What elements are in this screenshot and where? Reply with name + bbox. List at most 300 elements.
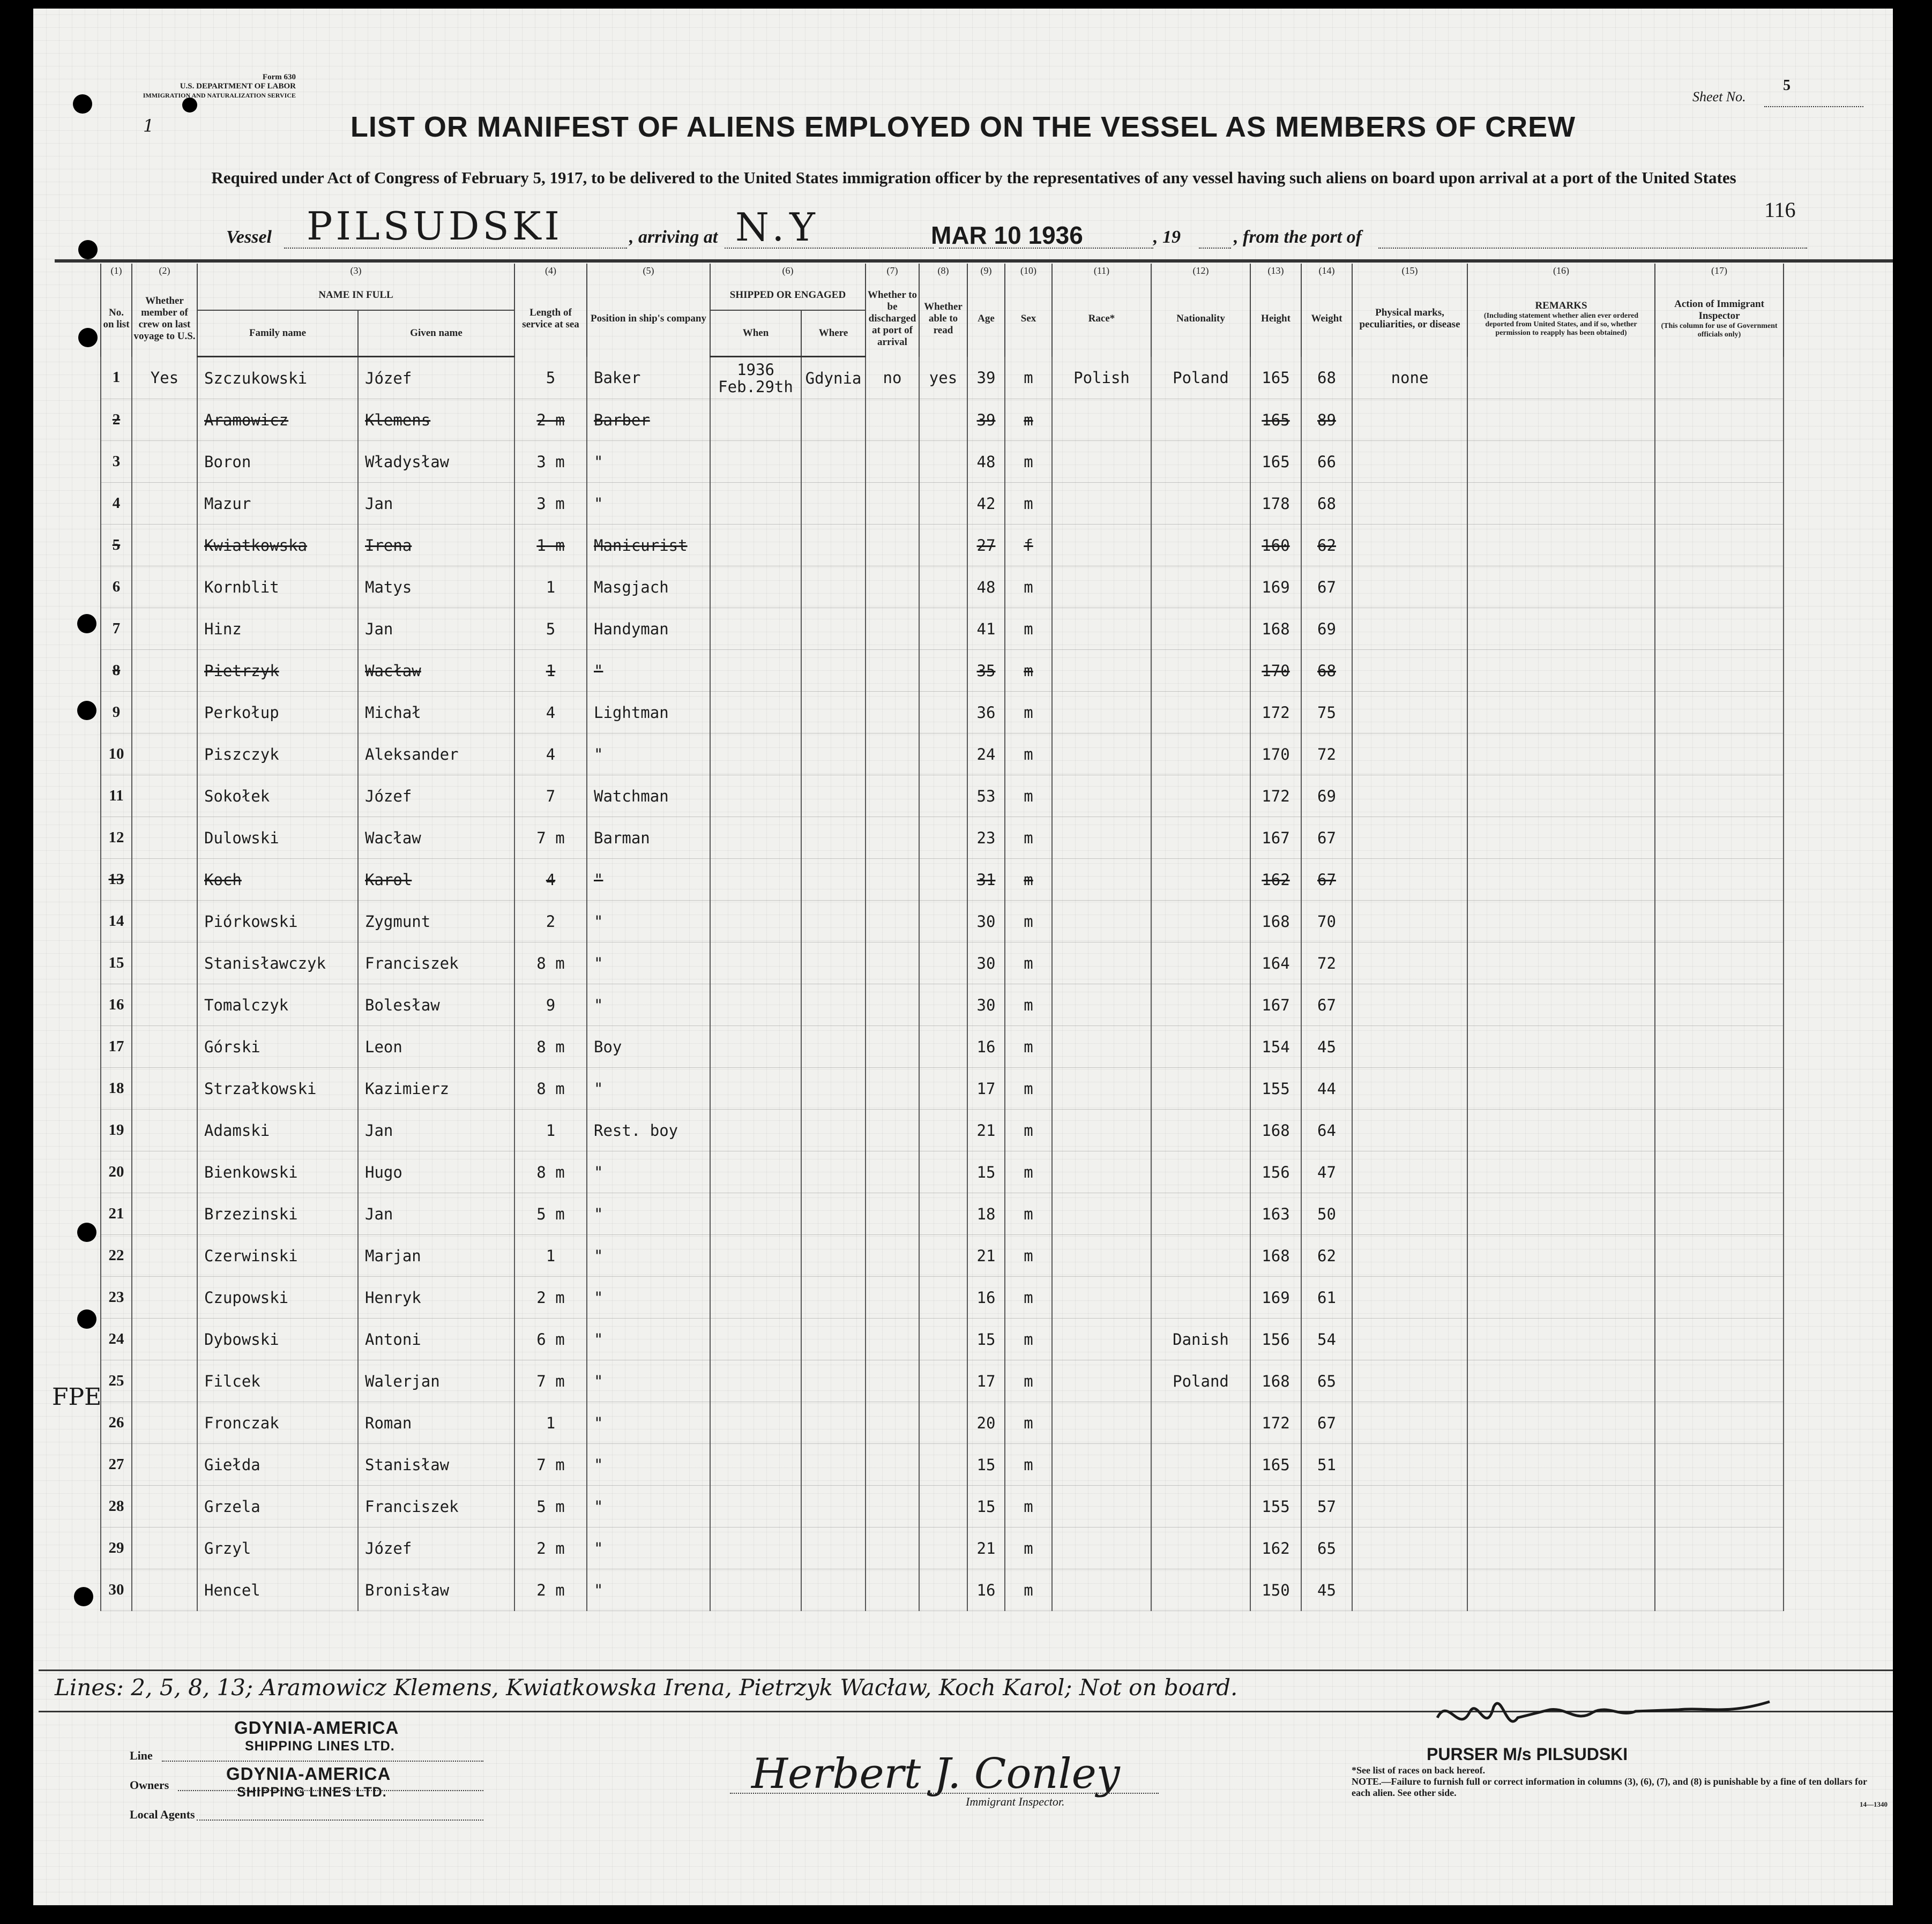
service-length-cell: 1 m [514, 525, 587, 566]
nationality-cell [1151, 1235, 1250, 1277]
discharged-cell [866, 1026, 919, 1068]
race-cell [1052, 1193, 1151, 1235]
inspector-action-cell [1655, 1486, 1784, 1528]
position-cell: " [587, 1235, 710, 1277]
weight-cell: 66 [1301, 441, 1352, 483]
sex-cell: m [1005, 1068, 1052, 1110]
sex-cell: m [1005, 1402, 1052, 1444]
height-cell: 165 [1250, 357, 1301, 399]
weight-cell: 67 [1301, 817, 1352, 859]
arriving-port: N.Y [735, 205, 820, 250]
given-name-cell: Władysław [358, 441, 514, 483]
discharged-cell [866, 1569, 919, 1611]
shipped-where-cell [801, 984, 866, 1026]
age-cell: 15 [967, 1319, 1005, 1360]
physical-marks-cell [1352, 1235, 1467, 1277]
crew-member-status-cell [132, 1110, 197, 1151]
age-cell: 31 [967, 859, 1005, 901]
position-cell: " [587, 733, 710, 775]
weight-cell: 69 [1301, 775, 1352, 817]
service-length-cell: 5 m [514, 1193, 587, 1235]
position-cell: " [587, 483, 710, 525]
position-cell: " [587, 901, 710, 942]
height-cell: 162 [1250, 1528, 1301, 1569]
service-length-cell: 8 m [514, 942, 587, 984]
remarks-cell [1467, 525, 1655, 566]
sex-cell: m [1005, 483, 1052, 525]
crew-member-status-cell [132, 692, 197, 733]
height-cell: 164 [1250, 942, 1301, 984]
inspector-action-note: (This column for use of Government officials only) [1661, 321, 1778, 339]
able-to-read-cell [919, 1110, 967, 1151]
sheet-number-label: Sheet No. [1692, 89, 1746, 104]
nationality-cell [1151, 1277, 1250, 1319]
discharged-cell [866, 1193, 919, 1235]
nationality-cell [1151, 1444, 1250, 1486]
height-cell: 155 [1250, 1068, 1301, 1110]
nationality-cell [1151, 1026, 1250, 1068]
sheet-number-value: 5 [1783, 77, 1791, 94]
from-port-label: , from the port of [1234, 227, 1362, 247]
shipped-when-cell [710, 1360, 801, 1402]
nationality-cell [1151, 1151, 1250, 1193]
nationality-cell: Poland [1151, 357, 1250, 399]
inspector-action-cell [1655, 1151, 1784, 1193]
inspector-action-cell [1655, 1360, 1784, 1402]
service-length-cell: 7 m [514, 1360, 587, 1402]
race-cell [1052, 1528, 1151, 1569]
table-row [101, 984, 1784, 1026]
position-cell: Barber [587, 399, 710, 441]
col-inspector-action [1655, 281, 1784, 357]
family-name-cell: Stanisławczyk [197, 942, 358, 984]
given-name-cell: Walerjan [358, 1360, 514, 1402]
family-name-cell: Piszczyk [197, 733, 358, 775]
age-cell: 21 [967, 1528, 1005, 1569]
page-mark: 1 [143, 116, 154, 136]
crew-member-status-cell [132, 775, 197, 817]
nationality-cell [1151, 1193, 1250, 1235]
discharged-cell [866, 775, 919, 817]
sex-cell: m [1005, 1486, 1052, 1528]
remarks-cell [1467, 1193, 1655, 1235]
weight-cell: 68 [1301, 357, 1352, 399]
position-cell: " [587, 942, 710, 984]
physical-marks-cell [1352, 1486, 1467, 1528]
able-to-read-cell [919, 1068, 967, 1110]
nationality-cell: Poland [1151, 1360, 1250, 1402]
col-weight: Weight [1301, 281, 1352, 357]
position-cell: " [587, 1360, 710, 1402]
position-cell: Watchman [587, 775, 710, 817]
sheet-number-line [1764, 106, 1863, 107]
inspector-action-cell [1655, 1277, 1784, 1319]
header-rule [55, 259, 1893, 263]
race-cell [1052, 525, 1151, 566]
col-num-5: (5) [587, 264, 710, 281]
inspector-action-cell [1655, 692, 1784, 733]
shipped-when-cell [710, 1110, 801, 1151]
race-cell [1052, 441, 1151, 483]
family-name-cell: Strzałkowski [197, 1068, 358, 1110]
col-num-1: (1) [101, 264, 132, 281]
col-num-2: (2) [132, 264, 197, 281]
footnotes [1352, 1765, 1888, 1810]
row-number-cell: 23 [101, 1277, 132, 1319]
col-num-8: (8) [919, 264, 967, 281]
discharged-cell [866, 901, 919, 942]
discharged-cell [866, 1360, 919, 1402]
col-when: When [710, 310, 801, 357]
discharged-cell [866, 1110, 919, 1151]
col-num-6: (6) [710, 264, 866, 281]
nationality-cell [1151, 733, 1250, 775]
shipped-where-cell [801, 1402, 866, 1444]
family-name-cell: Fronczak [197, 1402, 358, 1444]
race-cell [1052, 817, 1151, 859]
given-name-cell: Wacław [358, 650, 514, 692]
shipped-when-cell [710, 1068, 801, 1110]
age-cell: 18 [967, 1193, 1005, 1235]
race-cell [1052, 1444, 1151, 1486]
inspector-action-cell [1655, 733, 1784, 775]
col-num-13: (13) [1250, 264, 1301, 281]
discharged-cell [866, 650, 919, 692]
table-row [101, 1444, 1784, 1486]
race-cell [1052, 901, 1151, 942]
failure-note: NOTE.—Failure to furnish full or correct information in columns (3), (6), (7), and (8) is punishable by a fine of ten dollars for each alien. See other side. [1352, 1776, 1867, 1798]
shipped-where-cell [801, 1444, 866, 1486]
sex-cell: f [1005, 525, 1052, 566]
shipped-where-cell [801, 859, 866, 901]
weight-cell: 62 [1301, 525, 1352, 566]
inspector-action-cell [1655, 1444, 1784, 1486]
arriving-label: , arriving at [629, 227, 718, 247]
given-name-cell: Hugo [358, 1151, 514, 1193]
service-length-cell: 5 [514, 357, 587, 399]
able-to-read-cell [919, 399, 967, 441]
row-number-cell: 2 [101, 399, 132, 441]
table-row [101, 441, 1784, 483]
col-num-4: (4) [514, 264, 587, 281]
sex-cell: m [1005, 1151, 1052, 1193]
sex-cell: m [1005, 441, 1052, 483]
position-cell: Baker [587, 357, 710, 399]
age-cell: 41 [967, 608, 1005, 650]
service-length-cell: 8 m [514, 1068, 587, 1110]
service-length-cell: 1 [514, 1235, 587, 1277]
year-line [1199, 248, 1231, 249]
crew-member-status-cell [132, 1569, 197, 1611]
physical-marks-cell [1352, 733, 1467, 775]
owners-stamp-sub: SHIPPING LINES LTD. [237, 1785, 387, 1800]
inspector-action-cell [1655, 1569, 1784, 1611]
age-cell: 15 [967, 1444, 1005, 1486]
races-note: *See list of races on back hereof. [1352, 1765, 1486, 1776]
inspector-action-cell [1655, 1402, 1784, 1444]
shipped-when-cell [710, 1528, 801, 1569]
shipped-when-cell [710, 1569, 801, 1611]
position-cell: " [587, 984, 710, 1026]
height-cell: 167 [1250, 817, 1301, 859]
given-name-cell: Józef [358, 357, 514, 399]
family-name-cell: Perkołup [197, 692, 358, 733]
family-name-cell: Bienkowski [197, 1151, 358, 1193]
able-to-read-cell [919, 1360, 967, 1402]
remarks-cell [1467, 1402, 1655, 1444]
sex-cell: m [1005, 608, 1052, 650]
sex-cell: m [1005, 942, 1052, 984]
nationality-cell [1151, 984, 1250, 1026]
remarks-cell [1467, 1569, 1655, 1611]
sex-cell: m [1005, 1360, 1052, 1402]
race-cell [1052, 733, 1151, 775]
remarks-cell [1467, 817, 1655, 859]
position-cell: " [587, 1319, 710, 1360]
crew-member-status-cell [132, 399, 197, 441]
race-cell [1052, 1486, 1151, 1528]
bottom-note: Lines: 2, 5, 8, 13; Aramowicz Klemens, Kwiatkowska Irena, Pietrzyk Wacław, Koch Karol; Not on board. [39, 1670, 1893, 1712]
row-number-cell: 24 [101, 1319, 132, 1360]
col-sex: Sex [1005, 281, 1052, 357]
position-cell: " [587, 650, 710, 692]
race-cell: Polish [1052, 357, 1151, 399]
family-name-cell: Grzela [197, 1486, 358, 1528]
family-name-cell: Boron [197, 441, 358, 483]
able-to-read-cell [919, 1402, 967, 1444]
service-length-cell: 2 [514, 901, 587, 942]
weight-cell: 65 [1301, 1360, 1352, 1402]
service-length-cell: 6 m [514, 1319, 587, 1360]
age-cell: 30 [967, 984, 1005, 1026]
punch-hole-icon [77, 1309, 96, 1329]
table-row [101, 608, 1784, 650]
shipped-when-cell [710, 1319, 801, 1360]
nationality-cell [1151, 608, 1250, 650]
service-length-cell: 1 [514, 566, 587, 608]
row-number-cell: 16 [101, 984, 132, 1026]
service-length-cell: 4 [514, 692, 587, 733]
position-cell: " [587, 1444, 710, 1486]
given-name-cell: Irena [358, 525, 514, 566]
service-length-cell: 5 m [514, 1486, 587, 1528]
vessel-name: PILSUDSKI [307, 204, 563, 249]
shipped-when-cell [710, 1486, 801, 1528]
sex-cell: m [1005, 1444, 1052, 1486]
table-row [101, 1486, 1784, 1528]
age-cell: 17 [967, 1360, 1005, 1402]
reference-number: 116 [1764, 198, 1796, 222]
col-num-12: (12) [1151, 264, 1250, 281]
col-num-17: (17) [1655, 264, 1784, 281]
crew-member-status-cell [132, 1235, 197, 1277]
position-cell: " [587, 1151, 710, 1193]
line-stamp-sub: SHIPPING LINES LTD. [245, 1739, 395, 1754]
row-number-cell: 20 [101, 1151, 132, 1193]
remarks-cell [1467, 1277, 1655, 1319]
shipped-when-cell [710, 650, 801, 692]
inspector-action-cell [1655, 1193, 1784, 1235]
row-number-cell: 18 [101, 1068, 132, 1110]
given-name-cell: Jan [358, 483, 514, 525]
service-length-cell: 7 m [514, 1444, 587, 1486]
col-able-to-read: Whether able to read [919, 281, 967, 357]
row-number-cell: 19 [101, 1110, 132, 1151]
table-row [101, 901, 1784, 942]
able-to-read-cell [919, 1486, 967, 1528]
inspector-line [730, 1793, 1159, 1794]
height-cell: 170 [1250, 650, 1301, 692]
given-name-cell: Wacław [358, 817, 514, 859]
shipped-when-cell [710, 608, 801, 650]
race-cell [1052, 483, 1151, 525]
row-number-cell: 3 [101, 441, 132, 483]
family-name-cell: Czupowski [197, 1277, 358, 1319]
height-cell: 162 [1250, 859, 1301, 901]
shipped-when-cell [710, 1151, 801, 1193]
family-name-cell: Mazur [197, 483, 358, 525]
position-cell: Boy [587, 1026, 710, 1068]
physical-marks-cell [1352, 525, 1467, 566]
physical-marks-cell [1352, 692, 1467, 733]
shipped-where-cell [801, 1068, 866, 1110]
inspector-action-cell [1655, 566, 1784, 608]
row-number-cell: 22 [101, 1235, 132, 1277]
inspector-action-cell [1655, 859, 1784, 901]
shipped-when-cell [710, 901, 801, 942]
service-length-cell: 4 [514, 859, 587, 901]
discharged-cell [866, 733, 919, 775]
punch-hole-icon [78, 328, 98, 347]
able-to-read-cell [919, 566, 967, 608]
weight-cell: 44 [1301, 1068, 1352, 1110]
col-num-3: (3) [197, 264, 514, 281]
table-row [101, 1026, 1784, 1068]
weight-cell: 61 [1301, 1277, 1352, 1319]
able-to-read-cell [919, 483, 967, 525]
remarks-cell [1467, 1026, 1655, 1068]
weight-cell: 72 [1301, 942, 1352, 984]
col-position: Position in ship's company [587, 281, 710, 357]
table-row [101, 733, 1784, 775]
crew-member-status-cell [132, 1068, 197, 1110]
discharged-cell [866, 1402, 919, 1444]
physical-marks-cell [1352, 942, 1467, 984]
given-name-cell: Stanisław [358, 1444, 514, 1486]
age-cell: 39 [967, 357, 1005, 399]
shipped-when-cell [710, 775, 801, 817]
inspector-action-cell [1655, 650, 1784, 692]
nationality-cell [1151, 525, 1250, 566]
crew-member-status-cell [132, 1528, 197, 1569]
weight-cell: 69 [1301, 608, 1352, 650]
table-row [101, 1569, 1784, 1611]
shipped-where-cell [801, 901, 866, 942]
given-name-cell: Karol [358, 859, 514, 901]
discharged-cell [866, 1319, 919, 1360]
date-stamp: MAR 10 1936 [931, 221, 1083, 249]
row-number-cell: 30 [101, 1569, 132, 1611]
service-length-cell: 2 m [514, 399, 587, 441]
sex-cell: m [1005, 817, 1052, 859]
crew-member-status-cell [132, 1026, 197, 1068]
page-subtitle: Required under Act of Congress of February 5, 1917, to be delivered to the United States immigration officer by the representatives of any vessel having such aliens on board upon arrival at a port of the United States [211, 168, 1736, 187]
service-length-cell: 2 m [514, 1277, 587, 1319]
date-line [939, 248, 1153, 249]
shipped-when-cell [710, 1235, 801, 1277]
position-cell: " [587, 1569, 710, 1611]
nationality-cell [1151, 817, 1250, 859]
service-length-cell: 5 [514, 608, 587, 650]
race-cell [1052, 1569, 1151, 1611]
owners-label: Owners [130, 1778, 169, 1792]
service-length-cell: 7 m [514, 817, 587, 859]
weight-cell: 54 [1301, 1319, 1352, 1360]
nationality-cell [1151, 901, 1250, 942]
service-length-cell: 2 m [514, 1569, 587, 1611]
sex-cell: m [1005, 1110, 1052, 1151]
col-num-9: (9) [967, 264, 1005, 281]
shipped-where-cell [801, 566, 866, 608]
nationality-cell [1151, 483, 1250, 525]
col-name-in-full: NAME IN FULL [197, 281, 514, 310]
nationality-cell [1151, 859, 1250, 901]
height-cell: 165 [1250, 1444, 1301, 1486]
given-name-cell: Bronisław [358, 1569, 514, 1611]
table-row [101, 1193, 1784, 1235]
remarks-cell [1467, 1068, 1655, 1110]
inspector-action-cell [1655, 1319, 1784, 1360]
sex-cell: m [1005, 1569, 1052, 1611]
table-row [101, 859, 1784, 901]
family-name-cell: Kwiatkowska [197, 525, 358, 566]
table-row [101, 1319, 1784, 1360]
physical-marks-cell [1352, 1068, 1467, 1110]
family-name-cell: Sokołek [197, 775, 358, 817]
physical-marks-cell [1352, 1151, 1467, 1193]
shipped-when-cell [710, 733, 801, 775]
manifest-sheet [33, 9, 1893, 1905]
family-name-cell: Aramowicz [197, 399, 358, 441]
age-cell: 15 [967, 1486, 1005, 1528]
shipped-when-cell [710, 859, 801, 901]
given-name-cell: Matys [358, 566, 514, 608]
able-to-read-cell [919, 692, 967, 733]
given-name-cell: Jan [358, 1193, 514, 1235]
crew-member-status-cell [132, 1486, 197, 1528]
remarks-cell [1467, 399, 1655, 441]
shipped-where-cell [801, 1319, 866, 1360]
weight-cell: 45 [1301, 1569, 1352, 1611]
shipped-where-cell [801, 441, 866, 483]
shipped-when-cell [710, 399, 801, 441]
local-agents-label: Local Agents [130, 1808, 195, 1821]
weight-cell: 47 [1301, 1151, 1352, 1193]
sex-cell: m [1005, 1026, 1052, 1068]
col-num-16: (16) [1467, 264, 1655, 281]
physical-marks-cell [1352, 399, 1467, 441]
col-age: Age [967, 281, 1005, 357]
age-cell: 48 [967, 441, 1005, 483]
nationality-cell [1151, 650, 1250, 692]
remarks-cell [1467, 733, 1655, 775]
physical-marks-cell [1352, 1026, 1467, 1068]
shipped-date: Feb.29th [718, 377, 793, 396]
able-to-read-cell [919, 1319, 967, 1360]
remarks-cell [1467, 692, 1655, 733]
physical-marks-cell [1352, 859, 1467, 901]
punch-hole-icon [77, 701, 96, 720]
